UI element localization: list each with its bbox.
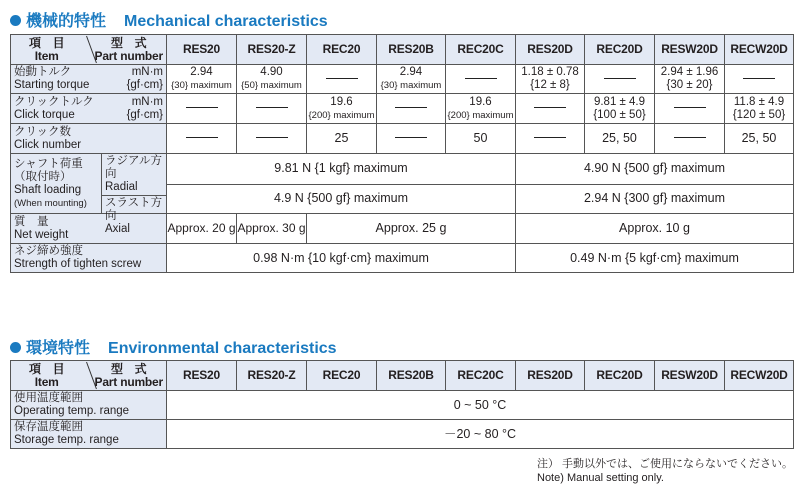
item-header: 項 目 Item [29,362,65,389]
value-cell-empty [307,65,377,94]
item-part-header [11,361,167,391]
value-cell: 25, 50 [725,124,794,154]
footnote-en: Note) Manual setting only. [537,472,664,484]
table-header-row [11,35,794,65]
dash-icon [534,107,566,108]
weight-rec20-group: Approx. 25 g [307,214,516,244]
mechanical-section-title: 機械的特性 Mechanical characteristics [10,8,328,31]
axial-value-b: 2.94 N {300 gf} maximum [516,184,794,214]
value-cell: 50 [446,124,516,154]
col-res20d: RES20D [516,361,585,391]
dash-icon [534,137,566,138]
value-cell: 2.94 {30} maximum [167,65,237,94]
value-cell-empty [237,94,307,124]
storage-temp-value: －20 ~ 80 °C [167,420,794,449]
click-torque-label: クリックトルク mN·m Click torque {gf·cm} [11,94,167,124]
dash-icon [674,107,706,108]
value-cell: 25, 50 [585,124,655,154]
value-cell: 9.81 ± 4.9 {100 ± 50} [585,94,655,124]
starting-torque-label: 始動トルク mN·m Starting torque {gf·cm} [11,65,167,94]
operating-temp-label: 使用温度範囲 Operating temp. range [11,391,167,420]
value-cell-empty [655,124,725,154]
col-res20-z: RES20-Z [237,35,307,65]
value-cell-empty [516,124,585,154]
starting-torque-row [11,65,794,94]
click-torque-row [11,94,794,124]
col-res20b: RES20B [377,35,446,65]
col-recw20d: RECW20D [725,35,794,65]
value-cell: 19.6 {200} maximum [307,94,377,124]
col-res20d: RES20D [516,35,585,65]
storage-temp-label: 保存温度範囲 Storage temp. range [11,420,167,449]
radial-value-a: 9.81 N {1 kgf} maximum [167,154,516,185]
net-weight-label: 質 量 Net weight [11,214,167,244]
footnote [537,457,793,485]
weight-res20d-group: Approx. 10 g [516,214,794,244]
bullet-icon [10,15,21,26]
bullet-icon [10,342,21,353]
value-cell: 2.94 {30} maximum [377,65,446,94]
item-header: 項 目 Item [29,36,65,63]
dash-icon [743,78,775,79]
dash-icon [465,78,497,79]
operating-temp-value: 0 ~ 50 °C [167,391,794,420]
screw-value-a: 0.98 N·m {10 kgf·cm} maximum [167,244,516,273]
click-number-row [11,124,794,154]
value-cell-empty [377,124,446,154]
value-cell-empty [446,65,516,94]
dash-icon [256,137,288,138]
value-cell: 19.6 {200} maximum [446,94,516,124]
col-rec20c: REC20C [446,35,516,65]
col-res20-z: RES20-Z [237,361,307,391]
dash-icon [395,137,427,138]
shaft-loading-label: シャフト荷重 （取付時） Shaft loading (When mounting) ラジアル方向 Radial スラスト方向 Axial [11,154,167,214]
col-res20b: RES20B [377,361,446,391]
value-cell-empty [167,94,237,124]
environmental-table [10,360,794,449]
col-resw20d: RESW20D [655,35,725,65]
col-resw20d: RESW20D [655,361,725,391]
dash-icon [326,78,358,79]
value-cell: 1.18 ± 0.78 {12 ± 8} [516,65,585,94]
dash-icon [395,107,427,108]
mechanical-table [10,34,794,273]
axial-label: スラスト方向 Axial [105,197,163,235]
value-cell-empty [167,124,237,154]
shaft-radial-row [11,154,794,185]
storage-temp-row [11,420,794,449]
value-cell-empty [725,65,794,94]
table-header-row [11,361,794,391]
part-number-header: 型 式 Part number [94,362,163,389]
col-rec20c: REC20C [446,361,516,391]
weight-res20-z: Approx. 30 g [237,214,307,244]
col-res20: RES20 [167,361,237,391]
dash-icon [604,78,636,79]
tighten-screw-label: ネジ締め強度 Strength of tighten screw [11,244,167,273]
value-cell-empty [655,94,725,124]
environmental-section-title: 環境特性 Environmental characteristics [10,335,337,358]
value-cell: 11.8 ± 4.9 {120 ± 50} [725,94,794,124]
col-rec20d: REC20D [585,361,655,391]
tighten-screw-row [11,244,794,273]
dash-icon [256,107,288,108]
value-cell-empty [585,65,655,94]
col-recw20d: RECW20D [725,361,794,391]
operating-temp-row [11,391,794,420]
click-number-label: クリック数 Click number [11,124,167,154]
dash-icon [674,137,706,138]
col-rec20d: REC20D [585,35,655,65]
value-cell: 4.90 {50} maximum [237,65,307,94]
radial-value-b: 4.90 N {500 gf} maximum [516,154,794,185]
screw-value-b: 0.49 N·m {5 kgf·cm} maximum [516,244,794,273]
weight-res20: Approx. 20 g [167,214,237,244]
col-rec20: REC20 [307,361,377,391]
value-cell-empty [516,94,585,124]
footnote-jp: 注） 手動以外では、ご使用にならないでください。 [537,458,794,470]
item-part-header [11,35,167,65]
value-cell-empty [377,94,446,124]
radial-label: ラジアル方向 Radial [102,154,166,196]
value-cell-empty [237,124,307,154]
dash-icon [186,137,218,138]
value-cell: 25 [307,124,377,154]
axial-value-a: 4.9 N {500 gf} maximum [167,184,516,214]
part-number-header: 型 式 Part number [94,36,163,63]
col-rec20: REC20 [307,35,377,65]
dash-icon [186,107,218,108]
value-cell: 2.94 ± 1.96 {30 ± 20} [655,65,725,94]
col-res20: RES20 [167,35,237,65]
